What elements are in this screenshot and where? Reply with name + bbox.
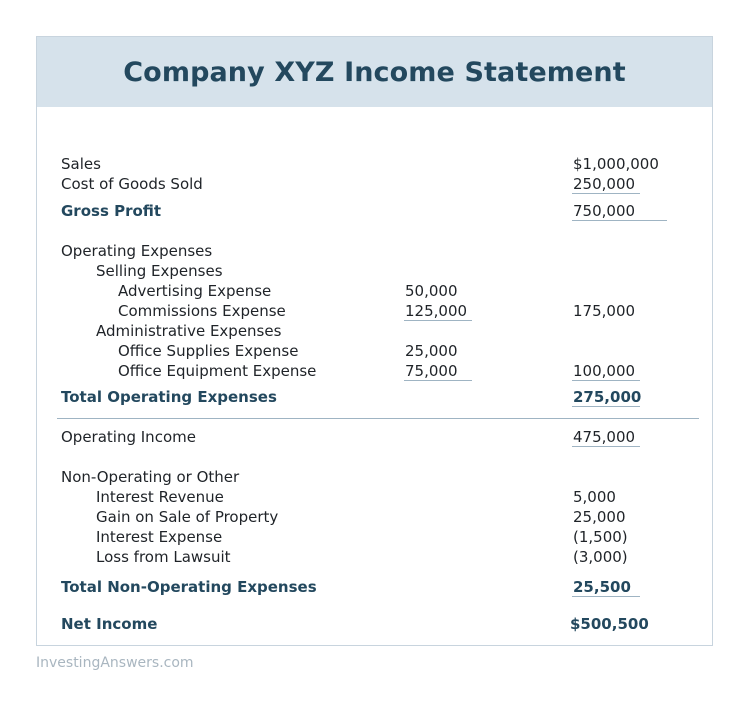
row-label: Non-Operating or Other <box>61 468 240 486</box>
row-label: Interest Expense <box>96 528 223 546</box>
row-total: 5,000 <box>573 488 616 506</box>
row-label: Office Supplies Expense <box>118 342 299 360</box>
row-total: 750,000 <box>573 202 636 220</box>
row-advertising <box>37 281 712 301</box>
row-label: Net Income <box>61 615 158 633</box>
row-label: Advertising Expense <box>118 282 272 300</box>
row-label: Operating Income <box>61 428 196 446</box>
row-label: Selling Expenses <box>96 262 223 280</box>
row-label: Gross Profit <box>61 202 162 220</box>
statement-header <box>37 37 712 107</box>
row-amount: 125,000 <box>405 302 468 320</box>
underline <box>572 596 640 597</box>
row-net-income <box>37 614 712 634</box>
row-sales <box>37 154 712 174</box>
underline <box>572 446 640 447</box>
row-label: Cost of Goods Sold <box>61 175 203 193</box>
row-label: Office Equipment Expense <box>118 362 317 380</box>
row-operating-expenses <box>37 241 712 261</box>
row-total: $1,000,000 <box>573 155 659 173</box>
underline <box>572 406 640 407</box>
row-total: 100,000 <box>573 362 636 380</box>
row-label: Interest Revenue <box>96 488 224 506</box>
row-total: (1,500) <box>573 528 628 546</box>
row-total: 250,000 <box>573 175 636 193</box>
underline <box>572 380 640 381</box>
row-amount: 50,000 <box>405 282 458 300</box>
row-commissions <box>37 301 712 321</box>
row-label: Operating Expenses <box>61 242 213 260</box>
row-operating-income <box>37 427 712 447</box>
row-non-operating <box>37 467 712 487</box>
row-interest-revenue <box>37 487 712 507</box>
section-divider <box>57 418 699 419</box>
row-admin-expenses <box>37 321 712 341</box>
row-label: Gain on Sale of Property <box>96 508 279 526</box>
source-credit: InvestingAnswers.com <box>36 655 194 671</box>
row-label: Total Operating Expenses <box>61 388 277 406</box>
row-office-supplies <box>37 341 712 361</box>
row-lawsuit <box>37 547 712 567</box>
row-amount: 75,000 <box>405 362 458 380</box>
row-total-operating <box>37 387 712 407</box>
row-selling-expenses <box>37 261 712 281</box>
row-interest-expense <box>37 527 712 547</box>
statement-title: Company XYZ Income Statement <box>123 56 626 88</box>
row-cogs <box>37 174 712 194</box>
row-amount: 25,000 <box>405 342 458 360</box>
row-label: Loss from Lawsuit <box>96 548 231 566</box>
underline <box>572 193 640 194</box>
row-total: 25,500 <box>573 578 631 596</box>
row-label: Sales <box>61 155 101 173</box>
income-statement-card <box>36 36 713 646</box>
row-gross-profit <box>37 201 712 221</box>
row-total: 275,000 <box>573 388 642 406</box>
row-label: Total Non-Operating Expenses <box>61 578 317 596</box>
row-total: 475,000 <box>573 428 636 446</box>
underline <box>404 380 472 381</box>
row-label: Administrative Expenses <box>96 322 282 340</box>
row-total-non-operating <box>37 577 712 597</box>
row-total: 175,000 <box>573 302 636 320</box>
row-total: (3,000) <box>573 548 628 566</box>
row-gain-sale <box>37 507 712 527</box>
row-office-equipment <box>37 361 712 381</box>
row-label: Commissions Expense <box>118 302 286 320</box>
row-total: 25,000 <box>573 508 626 526</box>
row-total: $500,500 <box>570 615 649 633</box>
underline <box>572 220 667 221</box>
